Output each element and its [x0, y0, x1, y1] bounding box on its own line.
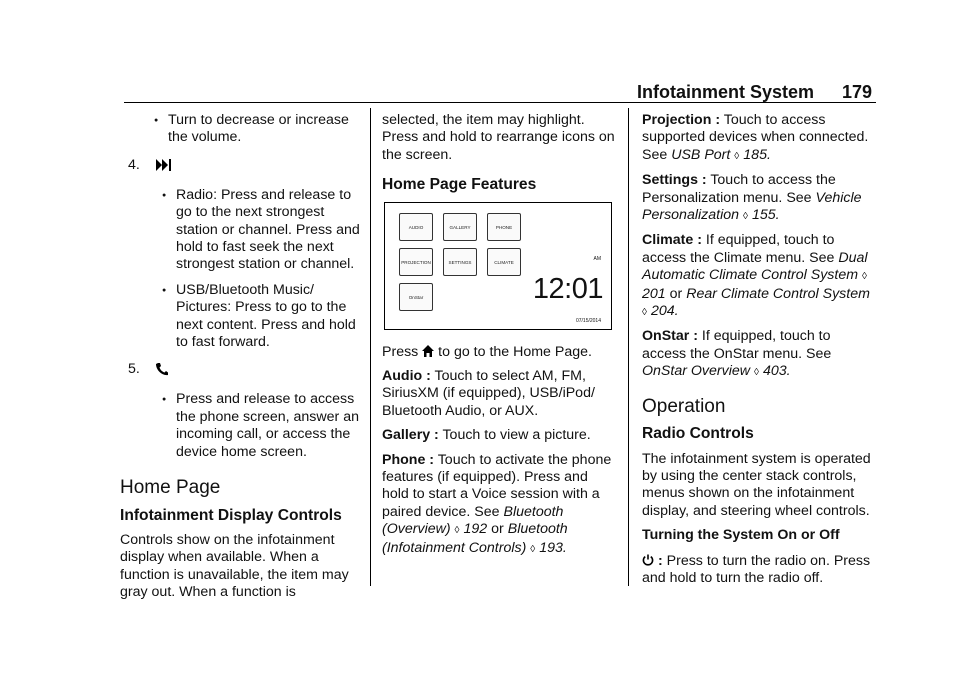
numbered-item-5: 5.	[124, 361, 360, 381]
clock-date: 07/15/2014	[575, 317, 601, 324]
page-ref-icon: ◊	[530, 543, 536, 555]
tile-climate: CLIMATE	[487, 248, 521, 276]
list-item: ● Turn to decrease or increase the volume.	[154, 112, 349, 146]
paragraph-projection: Projection : Touch to access supported devices when connected. See USB Port ◊ 185.	[642, 112, 876, 165]
list-item: ● Press and release to access the phone screen, answer an incoming call, or access the device home screen.	[162, 391, 359, 460]
list-item: ● Radio: Press and release to go to the next strongest station or channel. Press and hold to fast seek the next strongest station or channel.	[162, 186, 360, 273]
column-1	[120, 112, 360, 609]
column-divider	[628, 108, 629, 586]
paragraph-power: : Press to turn the radio on. Press and hold to turn the radio off.	[642, 552, 871, 586]
clock-ampm: AM	[593, 255, 601, 262]
tile-projection: PROJECTION	[399, 248, 433, 276]
paragraph-phone: Phone : Touch to activate the phone features (if equipped). Press and hold to start a Voice session with a paired device. See Bluetooth (Overview) ◊ 192 or Bluetooth (Infotainment Controls) ◊ 193.	[382, 452, 618, 558]
clock-time: 12:01	[532, 272, 603, 305]
paragraph-climate: Climate : If equipped, touch to access the Climate menu. See Dual Automatic Climate Control System ◊201 or Rear Climate Control System ◊ 204.	[642, 232, 876, 321]
page-ref-icon: ◊	[742, 211, 748, 223]
phone-icon	[156, 363, 168, 376]
paragraph-onstar: OnStar : If equipped, touch to access the OnStar menu. See OnStar Overview ◊ 403.	[642, 328, 876, 381]
list-item: ● USB/Bluetooth Music/ Pictures: Press to go to the next content. Press and hold to fast forward.	[162, 281, 356, 351]
heading-turning-on-off: Turning the System On or Off	[642, 527, 840, 544]
paragraph: selected, the item may highlight. Press and hold to rearrange icons on the screen.	[382, 112, 615, 163]
power-icon	[642, 554, 654, 566]
home-icon	[422, 345, 434, 357]
page-ref-icon: ◊	[454, 525, 460, 537]
reference-link: Bluetooth (Overview)	[382, 503, 564, 538]
column-3	[642, 112, 876, 594]
home-screen-illustration	[384, 202, 612, 330]
paragraph: Press to go to the Home Page.	[382, 343, 592, 360]
reference-link: USB Port	[671, 146, 731, 163]
paragraph-settings: Settings : Touch to access the Personalization menu. See Vehicle Personalization ◊ 155.	[642, 172, 876, 225]
heading-operation: Operation	[642, 395, 726, 417]
paragraph: The infotainment system is operated by using the center stack controls, menus shown on the infotainment display, and steering wheel controls.	[642, 450, 871, 519]
tile-settings: SETTINGS	[443, 248, 477, 276]
heading-display-controls: Infotainment Display Controls	[120, 506, 342, 524]
paragraph: Controls show on the infotainment display when available. When a function is unavailable, the item may gray out. When a function is	[120, 531, 349, 601]
section-title: Infotainment System	[636, 82, 814, 102]
heading-home-features: Home Page Features	[382, 176, 537, 194]
reference-link: Bluetooth (Infotainment Controls)	[382, 521, 568, 556]
page-ref-icon: ◊	[753, 367, 759, 379]
seek-forward-icon	[156, 159, 172, 171]
bullet: ●	[154, 117, 159, 124]
tile-onstar: OnStar	[399, 283, 433, 311]
page-ref-icon: ◊	[734, 150, 740, 162]
reference-link: OnStar Overview	[642, 363, 751, 380]
page-header	[124, 82, 876, 104]
column-divider	[370, 108, 371, 586]
page-number: 179	[841, 82, 872, 102]
column-2	[382, 112, 618, 565]
paragraph-audio: Audio : Touch to select AM, FM, SiriusXM (if equipped), USB/iPod/ Bluetooth Audio, or AUX.	[382, 368, 595, 419]
tile-audio: AUDIO	[399, 213, 433, 241]
reference-link: Rear Climate Control System	[686, 285, 870, 302]
tile-gallery: GALLERY	[443, 213, 477, 241]
paragraph-gallery: Gallery : Touch to view a picture.	[382, 427, 591, 444]
reference-link: Vehicle Personalization	[642, 189, 862, 224]
tile-phone: PHONE	[487, 213, 521, 241]
reference-link: Dual Automatic Climate Control System	[642, 249, 868, 284]
page-ref-icon: ◊	[862, 271, 867, 283]
page-ref-icon: ◊	[642, 307, 647, 319]
heading-radio-controls: Radio Controls	[642, 425, 754, 443]
heading-home-page: Home Page	[120, 477, 221, 499]
header-rule	[124, 102, 876, 103]
numbered-item-4: 4.	[124, 157, 360, 177]
